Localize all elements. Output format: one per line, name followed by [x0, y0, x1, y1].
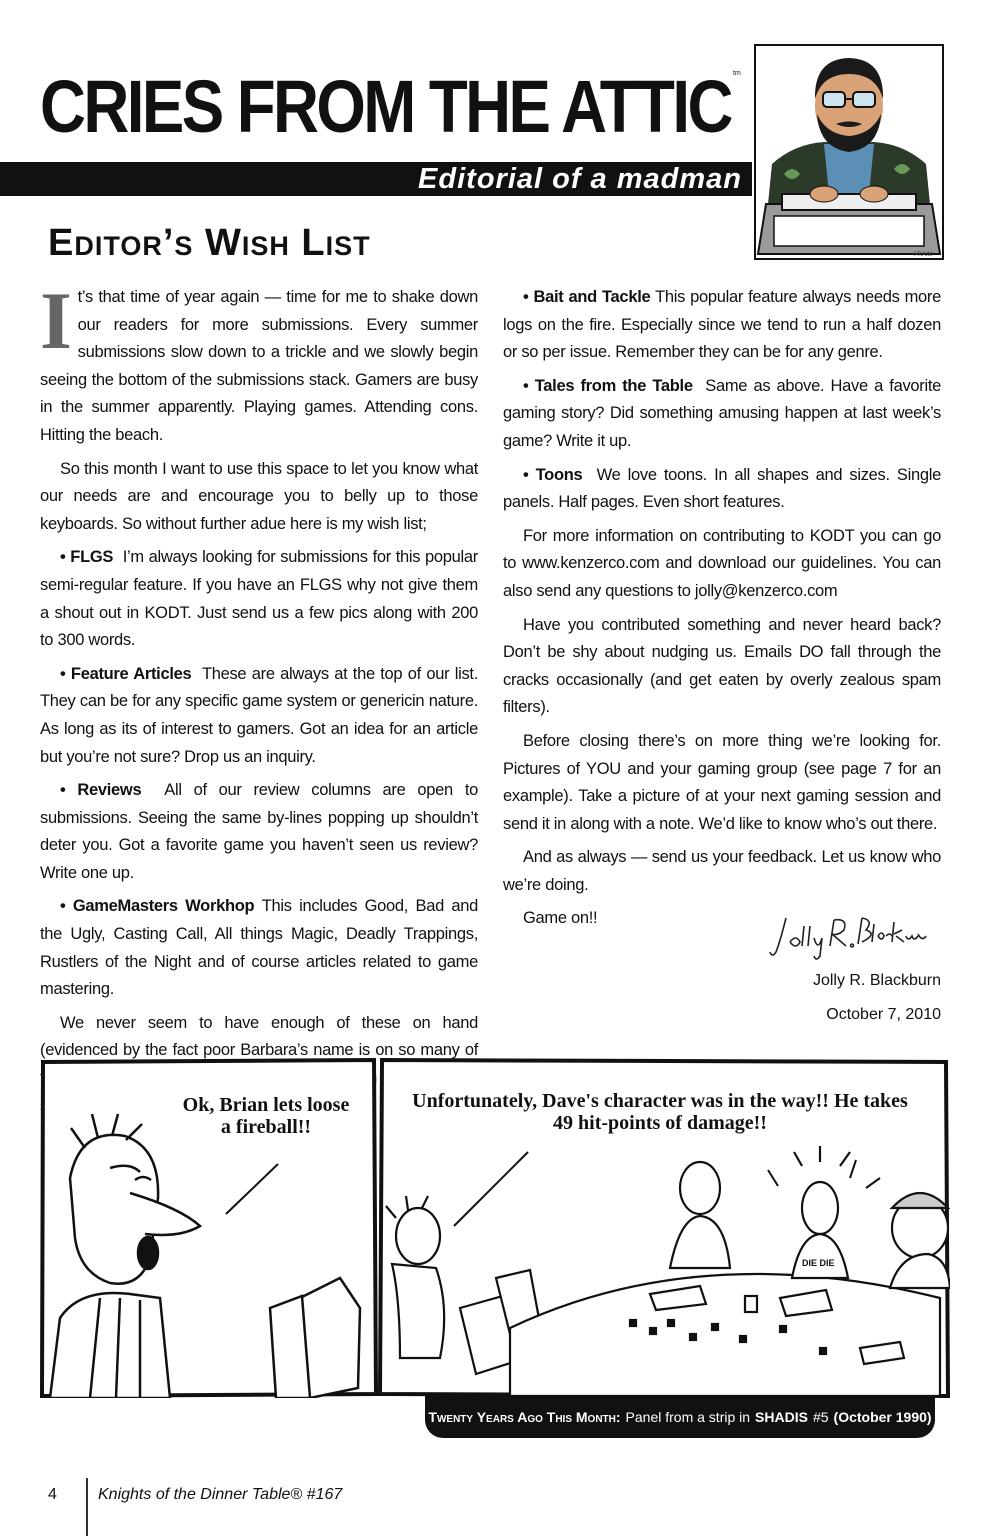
subtitle-band — [0, 162, 752, 196]
speech-balloon-left: Ok, Brian lets loose a fireball!! — [182, 1094, 350, 1138]
wish-item-tales-from-the-table: • Tales from the Table Same as above. Have a favorite gaming story? Did something amusing happen at last week’s game? Write it up. — [503, 376, 941, 450]
wish-list-intro: So this month I want to use this space to let you know what our needs are and encourage you to belly up to those keyboards. So without further adue here is my wish list; — [40, 459, 478, 533]
game-on-line: Game on!! — [523, 909, 598, 928]
caption-lead: Twenty Years Ago This Month: — [428, 1409, 621, 1425]
shirt-text: DIE DIE — [802, 1258, 835, 1268]
speech-balloon-right: Unfortunately, Dave's character was in the way!! He takes 49 hit-points of damage!! — [412, 1090, 908, 1134]
heard-back-paragraph: Have you contributed something and never heard back? Don’t be shy about nudging us. Emails DO fall through the cracks occasionally (and get eaten by overly zealous spam filters). — [503, 615, 941, 717]
caption-date: (October 1990) — [833, 1409, 932, 1425]
masthead-title: CRIES FROM THE ATTIC — [40, 65, 731, 148]
article-column-left — [40, 275, 478, 1126]
portrait-credit: FRAIM — [914, 252, 933, 258]
feedback-paragraph: And as always — send us your feedback. Let us know who we’re doing. — [503, 848, 941, 894]
intro-paragraph: It’s that time of year again — time for me to shake down our readers for more submissions. Every summer submissions slow down to a trickle and we slowly begin seeing the bottom of the submissions stack. Gamers are busy in the summer apparently. Playing games. Attending cons. Hitting the beach. — [40, 275, 478, 444]
closing-paragraph: Before closing there’s on more thing we’re looking for. Pictures of YOU and your gaming group (see page 7 for an example). Take a picture of at your next gaming session and send it in along with a note. We’d like to know who’s out there. — [503, 731, 941, 833]
comic-caption — [425, 1396, 935, 1438]
wish-item-note: We never seem to have enough of these on hand (evidenced by the fact poor Barbara’s name is on so many of — [40, 1013, 478, 1060]
editor-portrait-illustration — [754, 44, 944, 260]
caption-magazine: SHADIS — [755, 1409, 808, 1425]
caption-mid: Panel from a strip in — [625, 1409, 751, 1425]
article-title: Editor’s Wish List — [48, 222, 371, 264]
author-name: Jolly R. Blackburn — [812, 972, 941, 989]
article-column-right — [503, 284, 941, 939]
footer-divider — [86, 1478, 88, 1536]
wish-item-reviews: • Reviews All of our review columns are open to submissions. Seeing the same by-lines popping up shouldn’t deter you. Got a favorite game you haven’t seen us review? Write one up. — [40, 781, 478, 882]
drop-cap: I — [40, 275, 72, 366]
more-info-paragraph: For more information on contributing to KODT you can go to www.kenzerco.com and download our guidelines. You can also send any questions to jolly@kenzerco.com — [503, 526, 941, 600]
page-number: 4 — [48, 1486, 57, 1503]
wish-item-gamemasters-workshop: • GameMasters Workhop This includes Good, Bad and the Ugly, Casting Call, All things Magic, Deadly Trappings, Rustlers of the Night and of course articles related to game mastering. — [40, 897, 478, 999]
wish-item-flgs: • FLGS I’m always looking for submissions for this popular semi-regular feature. If you have an FLGS why not give them a shout out in KODT. Just send us a few pics along with 200 to 300 words. — [40, 548, 478, 650]
article-date: October 7, 2010 — [826, 1006, 941, 1023]
handwritten-signature — [768, 912, 928, 962]
wish-item-feature-articles: • Feature Articles These are always at the top of our list. They can be for any specific game system or genericin nature. As long as its of interest to gamers. Got an idea for an article but you’re not sure? Drop us an inquiry. — [40, 664, 478, 766]
wish-item-toons: • Toons We love toons. In all shapes and sizes. Single panels. Half pages. Even short features. — [503, 465, 941, 512]
footer-magazine-title: Knights of the Dinner Table® #167 — [98, 1486, 343, 1503]
wish-item-bait-and-tackle: • Bait and Tackle This popular feature always needs more logs on the fire. Especially since we tend to run a half dozen or so per issue. Remember they can be for any genre. — [503, 288, 941, 362]
trademark-mark: tm — [733, 70, 741, 77]
masthead-subtitle: Editorial of a madman — [418, 163, 742, 195]
caption-issue: #5 — [812, 1409, 829, 1425]
